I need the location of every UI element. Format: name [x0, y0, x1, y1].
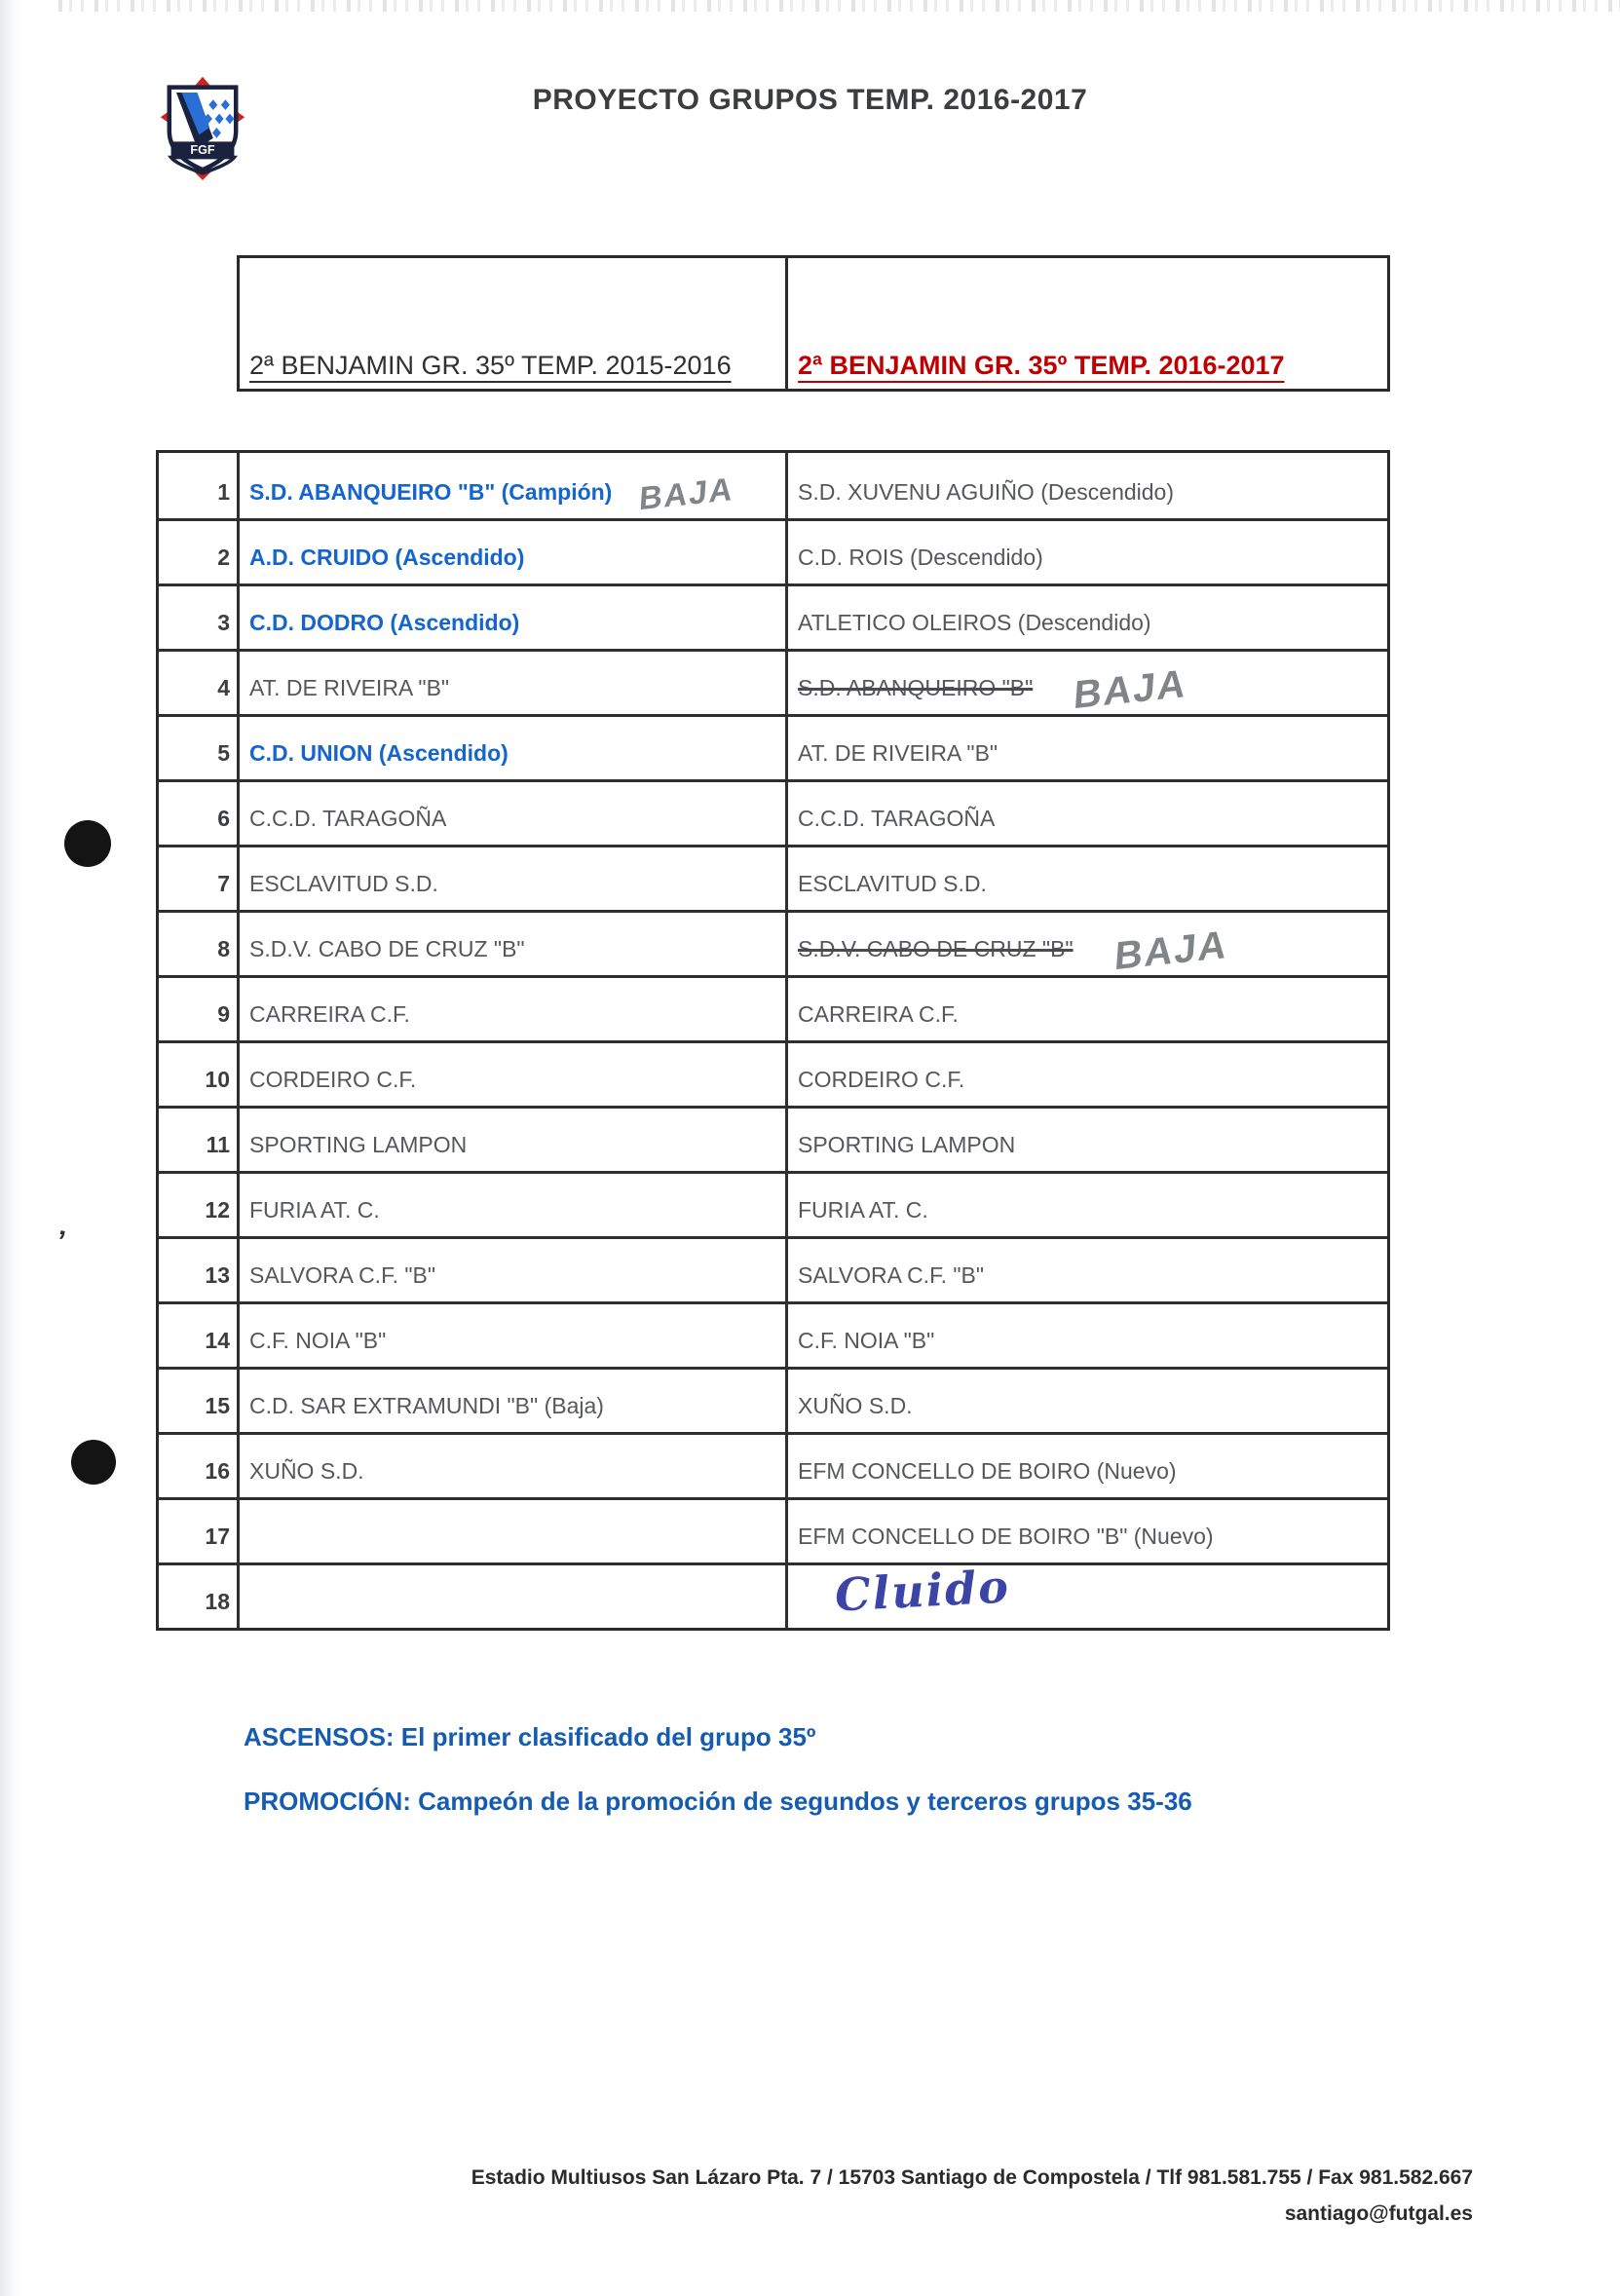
table-row — [159, 1559, 1387, 1628]
club-name: CARREIRA C.F. — [249, 1001, 410, 1027]
table-row — [159, 1171, 1387, 1236]
club-cell-2015-2016 — [240, 586, 788, 649]
footer-address-line: Estadio Multiusos San Lázaro Pta. 7 / 15703 Santiago de Compostela / Tlf 981.581.755 / Fax 981.582.667 — [471, 2166, 1473, 2189]
club-name: ESCLAVITUD S.D. — [249, 871, 438, 896]
club-cell-2015-2016 — [240, 1565, 788, 1628]
season-header-label: 2ª BENJAMIN GR. 35º TEMP. 2016-2017 — [798, 351, 1285, 380]
club-name: C.D. UNION (Ascendido) — [249, 740, 509, 766]
promocion-note: PROMOCIÓN: Campeón de la promoción de segundos y terceros grupos 35-36 — [244, 1787, 1192, 1816]
club-name: C.C.D. TARAGOÑA — [798, 806, 996, 831]
club-name: S.D. ABANQUEIRO "B" (Campión) — [249, 479, 613, 505]
club-name: SPORTING LAMPON — [249, 1132, 468, 1157]
club-cell-2015-2016 — [240, 1500, 788, 1562]
hole-punch-dot — [71, 1440, 116, 1485]
club-cell-2015-2016 — [240, 913, 788, 975]
table-row — [159, 518, 1387, 583]
club-cell-2015-2016 — [240, 1304, 788, 1367]
ascensos-note: ASCENSOS: El primer clasificado del grupo 35º — [244, 1722, 816, 1751]
club-name: CORDEIRO C.F. — [249, 1067, 417, 1092]
scan-shadow-left — [0, 0, 25, 2296]
footer-email: santiago@futgal.es — [1284, 2202, 1473, 2225]
row-number: 4 — [159, 652, 240, 714]
table-row — [159, 649, 1387, 718]
club-name: XUÑO S.D. — [249, 1458, 364, 1484]
footer — [471, 2161, 1473, 2233]
season-header-2016-2017 — [788, 258, 1387, 389]
row-number: 1 — [159, 453, 240, 518]
club-cell-2016-2017 — [788, 1239, 1387, 1301]
club-name: XUÑO S.D. — [798, 1393, 913, 1418]
club-cell-2016-2017 — [788, 521, 1387, 583]
club-cell-2015-2016 — [240, 1239, 788, 1301]
handwritten-baja-annotation: BAJA — [1112, 922, 1229, 979]
club-name: ATLETICO OLEIROS (Descendido) — [798, 610, 1151, 635]
club-cell-2016-2017 — [788, 453, 1387, 518]
table-row — [159, 845, 1387, 910]
table-row — [159, 583, 1387, 649]
club-name: A.D. CRUIDO (Ascendido) — [249, 545, 525, 570]
club-name: S.D. ABANQUEIRO "B" — [798, 675, 1034, 700]
row-number: 7 — [159, 847, 240, 910]
row-number: 5 — [159, 717, 240, 779]
row-number: 10 — [159, 1043, 240, 1106]
row-number: 3 — [159, 586, 240, 649]
club-name: C.F. NOIA "B" — [798, 1328, 935, 1353]
handwritten-signature: Cluido — [833, 1559, 1012, 1622]
handwritten-baja-annotation: BAJA — [638, 470, 736, 517]
club-cell-2015-2016 — [240, 847, 788, 910]
club-name: C.F. NOIA "B" — [249, 1328, 387, 1353]
table-row — [159, 714, 1387, 779]
club-cell-2016-2017 — [788, 586, 1387, 649]
page-title: PROYECTO GRUPOS TEMP. 2016-2017 — [532, 84, 1088, 116]
ink-mark: ’ — [53, 1224, 68, 1259]
club-name: ESCLAVITUD S.D. — [798, 871, 987, 896]
scan-noise-top — [58, 0, 1620, 12]
club-name: EFM CONCELLO DE BOIRO (Nuevo) — [798, 1458, 1177, 1484]
club-cell-2015-2016 — [240, 453, 788, 518]
club-cell-2016-2017 — [788, 913, 1387, 979]
club-cell-2016-2017 — [788, 1174, 1387, 1236]
club-cell-2015-2016 — [240, 782, 788, 845]
club-name: C.C.D. TARAGOÑA — [249, 806, 447, 831]
season-header-label: 2ª BENJAMIN GR. 35º TEMP. 2015-2016 — [249, 351, 732, 380]
row-number: 17 — [159, 1500, 240, 1562]
club-name: CORDEIRO C.F. — [798, 1067, 965, 1092]
club-cell-2016-2017 — [788, 1500, 1387, 1562]
club-name: S.D.V. CABO DE CRUZ "B" — [798, 936, 1074, 961]
club-cell-2015-2016 — [240, 1174, 788, 1236]
club-name: S.D.V. CABO DE CRUZ "B" — [249, 936, 525, 961]
club-cell-2016-2017 — [788, 1043, 1387, 1106]
row-number: 18 — [159, 1565, 240, 1628]
club-cell-2015-2016 — [240, 717, 788, 779]
club-cell-2015-2016 — [240, 1370, 788, 1432]
table-row — [159, 1301, 1387, 1367]
row-number: 2 — [159, 521, 240, 583]
table-row — [159, 910, 1387, 979]
club-cell-2015-2016 — [240, 1109, 788, 1171]
table-row — [159, 975, 1387, 1040]
club-cell-2016-2017 — [788, 978, 1387, 1040]
club-name: AT. DE RIVEIRA "B" — [798, 740, 998, 766]
row-number: 12 — [159, 1174, 240, 1236]
table-row — [159, 1236, 1387, 1301]
club-cell-2016-2017 — [788, 717, 1387, 779]
table-row — [159, 1040, 1387, 1106]
row-number: 13 — [159, 1239, 240, 1301]
row-number: 6 — [159, 782, 240, 845]
club-cell-2016-2017 — [788, 1304, 1387, 1367]
season-header-table — [237, 255, 1390, 392]
club-name: SALVORA C.F. "B" — [798, 1262, 985, 1288]
club-cell-2016-2017 — [788, 1435, 1387, 1497]
row-number: 8 — [159, 913, 240, 975]
handwritten-baja-annotation: BAJA — [1073, 661, 1189, 718]
row-number: 15 — [159, 1370, 240, 1432]
row-number: 11 — [159, 1109, 240, 1171]
club-cell-2016-2017 — [788, 782, 1387, 845]
club-name: C.D. SAR EXTRAMUNDI "B" (Baja) — [249, 1393, 604, 1418]
club-name: SPORTING LAMPON — [798, 1132, 1016, 1157]
club-cell-2015-2016 — [240, 521, 788, 583]
club-name: C.D. DODRO (Ascendido) — [249, 610, 520, 635]
club-cell-2015-2016 — [240, 1435, 788, 1497]
row-number: 16 — [159, 1435, 240, 1497]
row-number: 14 — [159, 1304, 240, 1367]
table-row — [159, 1367, 1387, 1432]
club-name: EFM CONCELLO DE BOIRO "B" (Nuevo) — [798, 1524, 1214, 1549]
club-name: C.D. ROIS (Descendido) — [798, 545, 1043, 570]
table-row — [159, 1432, 1387, 1497]
table-row — [159, 453, 1387, 518]
club-name: SALVORA C.F. "B" — [249, 1262, 436, 1288]
table-row — [159, 1497, 1387, 1562]
club-name: FURIA AT. C. — [798, 1197, 928, 1223]
club-cell-2016-2017 — [788, 1370, 1387, 1432]
club-name: CARREIRA C.F. — [798, 1001, 959, 1027]
season-header-2015-2016 — [240, 258, 788, 389]
club-cell-2015-2016 — [240, 978, 788, 1040]
club-cell-2016-2017 — [788, 1109, 1387, 1171]
fgf-logo-text: FGF — [190, 143, 215, 157]
club-name: FURIA AT. C. — [249, 1197, 380, 1223]
club-cell-2016-2017 — [788, 1559, 1387, 1628]
club-cell-2016-2017 — [788, 652, 1387, 718]
club-name: AT. DE RIVEIRA "B" — [249, 675, 450, 700]
hole-punch-dot — [64, 820, 111, 867]
row-number: 9 — [159, 978, 240, 1040]
table-row — [159, 779, 1387, 845]
club-cell-2016-2017 — [788, 847, 1387, 910]
club-name: S.D. XUVENU AGUIÑO (Descendido) — [798, 479, 1175, 505]
club-cell-2015-2016 — [240, 1043, 788, 1106]
table-row — [159, 1106, 1387, 1171]
club-cell-2015-2016 — [240, 652, 788, 714]
groups-table — [156, 450, 1390, 1631]
